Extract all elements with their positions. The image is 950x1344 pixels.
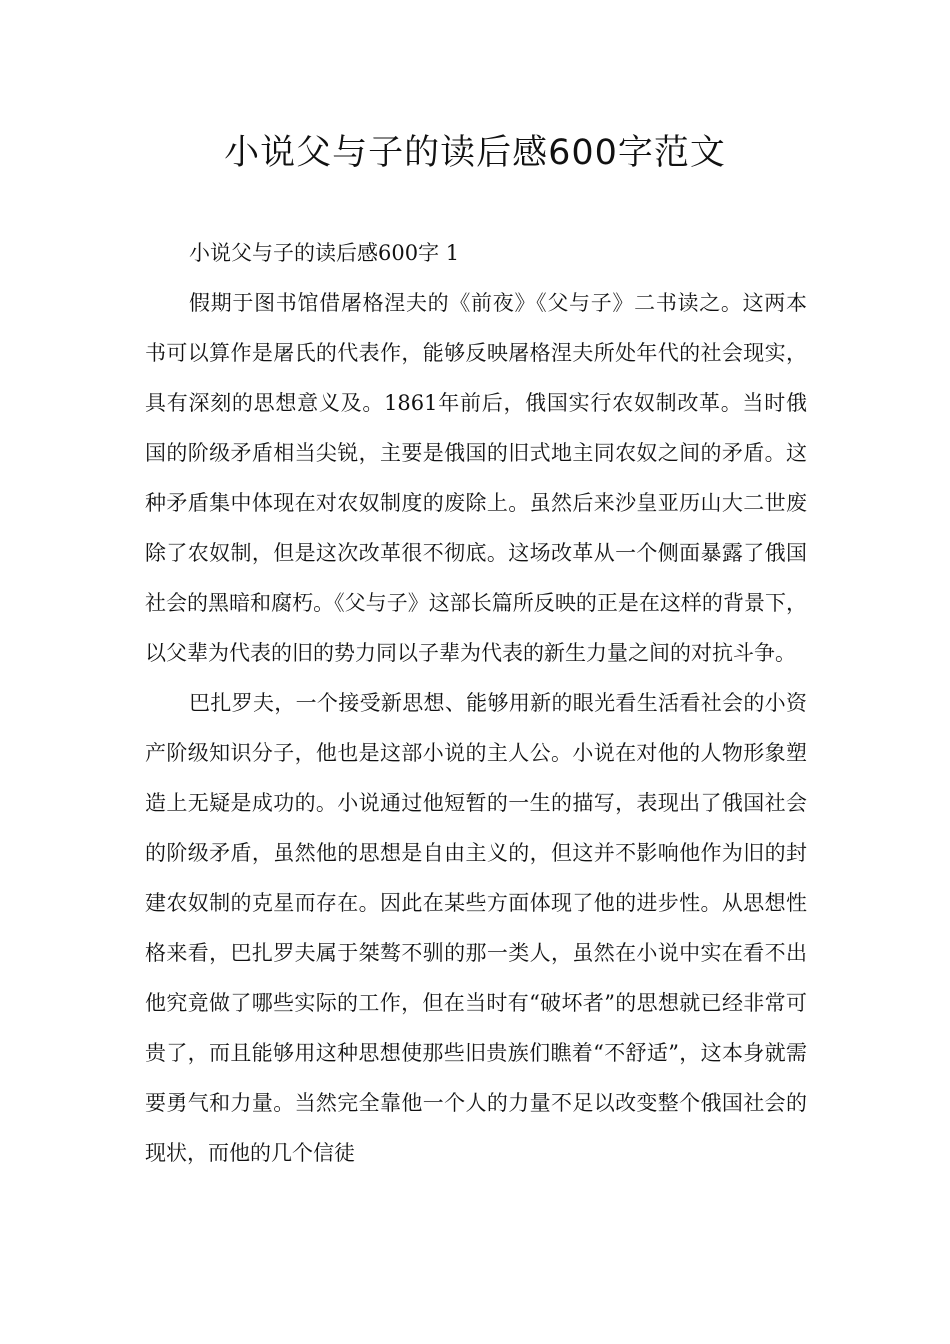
section-subtitle: 小说父与子的读后感600字 1 <box>189 241 460 265</box>
paragraph-2: 巴扎罗夫，一个接受新思想、能够用新的眼光看生活看社会的小资产阶级知识分子，他也是这部小说的主人公。小说在对他的人物形象塑造上无疑是成功的。小说通过他短暂的一生的描写，表现出了俄国社会的阶级矛盾，虽然他的思想是自由主义的，但这并不影响他作为旧的封建农奴制的克星而存在。因此在某些方面体现了他的进步性。从思想性格来看，巴扎罗夫属于桀骜不驯的那一类人，虽然在小说中实在看不出他究竟做了哪些实际的工作，但在当时有“破坏者”的思想就已经非常可贵了，而且能够用这种思想使那些旧贵族们瞧着“不舒适”，这本身就需要勇气和力量。当然完全靠他一个人的力量不足以改变整个俄国社会的现状，而他的几个信徒 <box>145 691 807 1165</box>
document-title: 小说父与子的读后感600字范文 <box>224 133 726 173</box>
document-body <box>145 228 807 1178</box>
paragraph-1: 假期于图书馆借屠格涅夫的《前夜》《父与子》二书读之。这两本书可以算作是屠氏的代表作，能够反映屠格涅夫所处年代的社会现实，具有深刻的思想意义及。1861年前后，俄国实行农奴制改革。当时俄国的阶级矛盾相当尖锐，主要是俄国的旧式地主同农奴之间的矛盾。这种矛盾集中体现在对农奴制度的废除上。虽然后来沙皇亚历山大二世废除了农奴制，但是这次改革很不彻底。这场改革从一个侧面暴露了俄国社会的黑暗和腐朽。《父与子》这部长篇所反映的正是在这样的背景下，以父辈为代表的旧的势力同以子辈为代表的新生力量之间的对抗斗争。 <box>145 291 807 665</box>
